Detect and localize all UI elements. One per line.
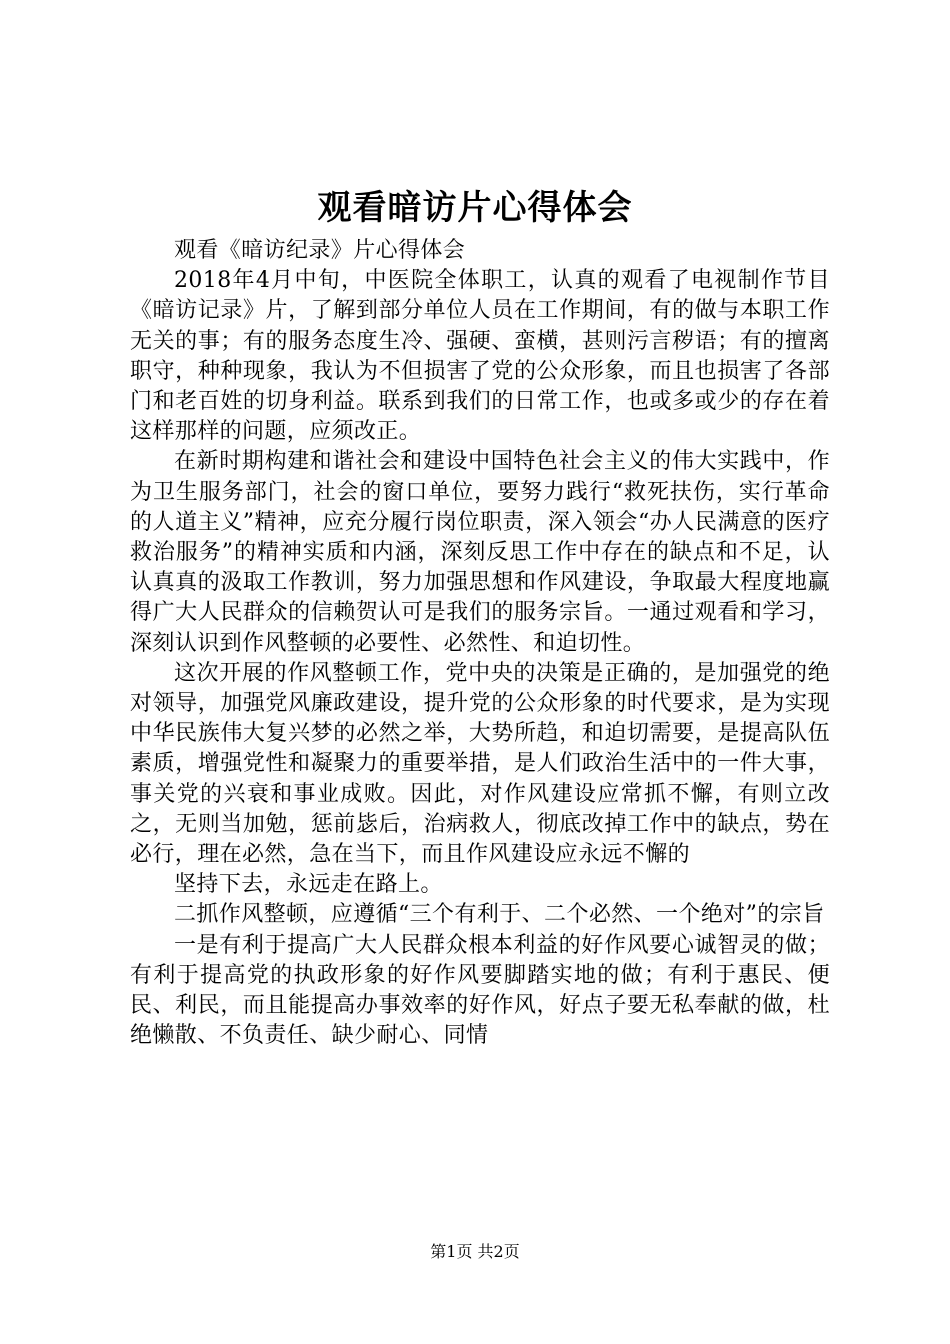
paragraph: 一是有利于提高广大人民群众根本利益的好作风要心诚智灵的做；有利于提高党的执政形象的好作风要脚踏实地的做；有利于惠民、便民、利民，而且能提高办事效率的好作风，好点子要无私奉献的做，杜绝懒散、不负责任、缺少耐心、同情: [130, 932, 830, 1049]
paragraph: 坚持下去，永远走在路上。: [174, 872, 443, 898]
paragraph: 这次开展的作风整顿工作，党中央的决策是正确的，是加强党的绝对领导，加强党风廉政建设，提升党的公众形象的时代要求，是为实现中华民族伟大复兴梦的必然之举，大势所趋，和迫切需要，是提高队伍素质，增强党性和凝聚力的重要举措，是人们政治生活中的一件大事，事关党的兴衰和事业成败。因此，对作风建设应常抓不懈，有则立改之，无则当加勉，惩前毖后，治病救人，彻底改掉工作中的缺点，势在必行，理在必然，急在当下，而且作风建设应永远不懈的: [130, 660, 830, 868]
page-number-footer: 第1页 共2页: [430, 1242, 520, 1261]
document-body: [130, 236, 830, 1051]
paragraph: 二抓作风整顿，应遵循“三个有利于、二个必然、一个绝对”的宗旨: [174, 902, 825, 928]
document-title: 观看暗访片心得体会: [317, 188, 633, 228]
paragraph: 在新时期构建和谐社会和建设中国特色社会主义的伟大实践中，作为卫生服务部门，社会的窗口单位，要努力践行“救死扶伤，实行革命的人道主义”精神，应充分履行岗位职责，深入领会“办人民满意的医疗救治服务”的精神实质和内涵，深刻反思工作中存在的缺点和不足，认认真真的汲取工作教训，努力加强思想和作风建设，争取最大程度地赢得广大人民群众的信赖贺认可是我们的服务宗旨。一通过观看和学习，深刻认识到作风整顿的必要性、必然性、和迫切性。: [130, 449, 830, 656]
document-subtitle: 观看《暗访纪录》片心得体会: [174, 238, 466, 263]
paragraph: 2018年4月中旬，中医院全体职工，认真的观看了电视制作节目《暗访记录》片，了解到部分单位人员在工作期间，有的做与本职工作无关的事；有的服务态度生冷、强硬、蛮横，甚则污言秽语；有的擅离职守，种种现象，我认为不但损害了党的公众形象，而且也损害了各部门和老百姓的切身利益。联系到我们的日常工作，也或多或少的存在着这样那样的问题，应须改正。: [130, 268, 830, 445]
